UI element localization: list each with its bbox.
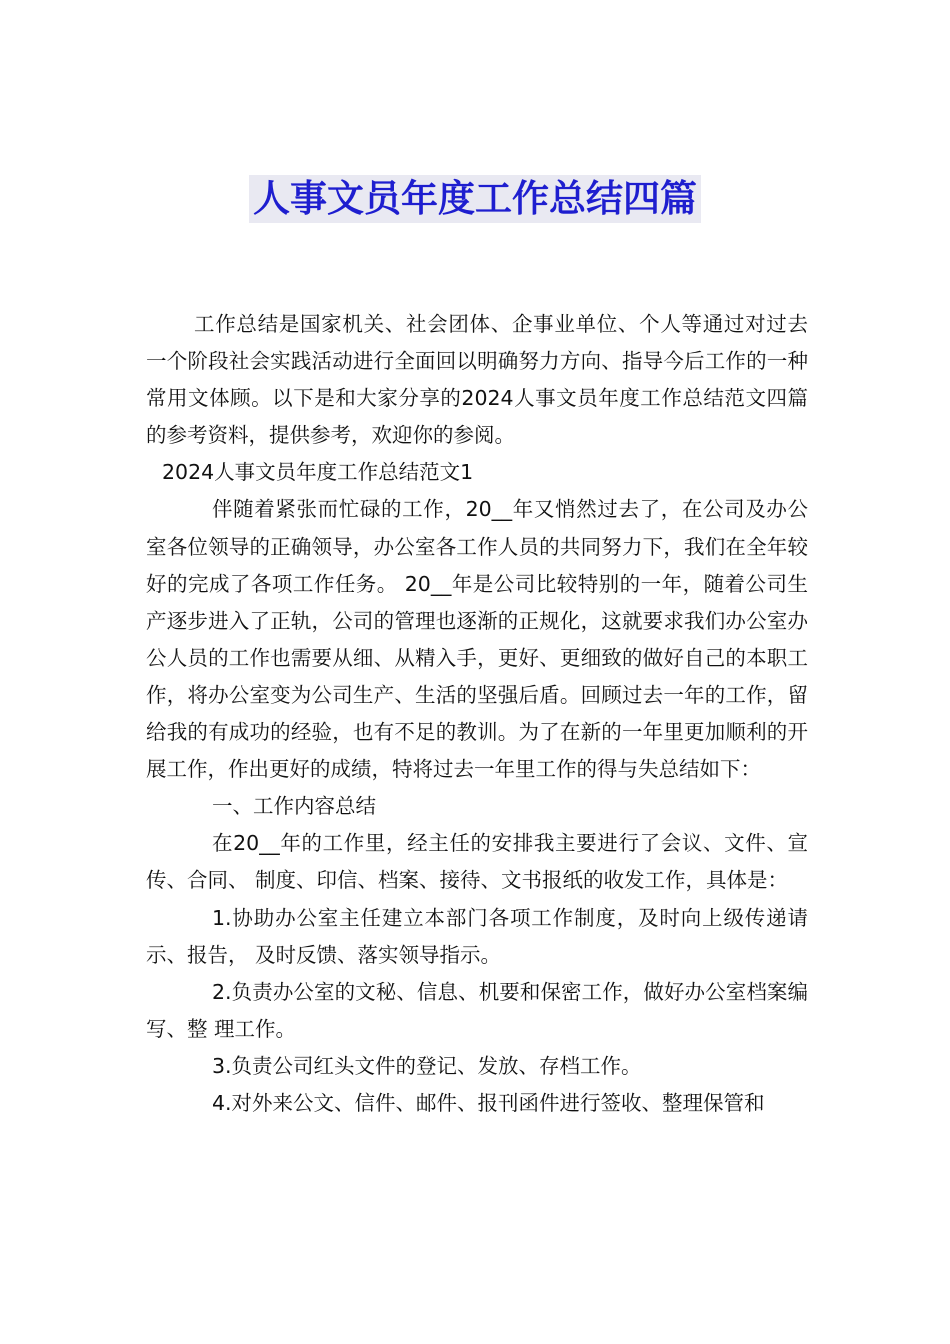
document-body <box>146 306 808 1122</box>
section-heading: 2024人事文员年度工作总结范文1 <box>162 460 474 485</box>
subsection-heading: 一、工作内容总结 <box>212 794 376 819</box>
body-paragraph: 在20__年的工作里，经主任的安排我主要进行了会议、文件、宣传、合同、 制度、印信、档案、接待、文书报纸的收发工作，具体是： <box>146 831 808 893</box>
intro-paragraph: 工作总结是国家机关、社会团体、企事业单位、个人等通过对过去一个阶段社会实践活动进行全面回以明确努力方向、指导今后工作的一种常用文体顾。以下是和大家分享的2024人事文员年度工作总结范文四篇的参考资料，提供参考，欢迎你的参阅。 <box>146 312 808 448</box>
document-title: 人事文员年度工作总结四篇 <box>249 175 701 223</box>
body-paragraph: 伴随着紧张而忙碌的工作，20__年又悄然过去了，在公司及办公室各位领导的正确领导，办公室各工作人员的共同努力下，我们在全年较好的完成了各项工作任务。 20__年是公司比较特别的一年，随着公司生产逐步进入了正轨，公司的管理也逐渐的正规化，这就要求我们办公室办公人员的工作也需要从细、从精入手，更好、更细致的做好自己的本职工作，将办公室变为公司生产、生活的坚强后盾。回顾过去一年的工作，留给我的有成功的经验，也有不足的教训。为了在新的一年里更加顺利的开展工作，作出更好的成绩，特将过去一年里工作的得与失总结如下： <box>146 497 808 782</box>
title-area <box>0 175 950 223</box>
list-item: 1.协助办公室主任建立本部门各项工作制度，及时向上级传递请示、报告， 及时反馈、落实领导指示。 <box>146 905 808 967</box>
list-item: 4.对外来公文、信件、邮件、报刊函件进行签收、整理保管和 <box>212 1090 765 1115</box>
list-item: 3.负责公司红头文件的登记、发放、存档工作。 <box>212 1053 642 1078</box>
list-item: 2.负责办公室的文秘、信息、机要和保密工作，做好办公室档案编写、整 理工作。 <box>146 979 808 1041</box>
